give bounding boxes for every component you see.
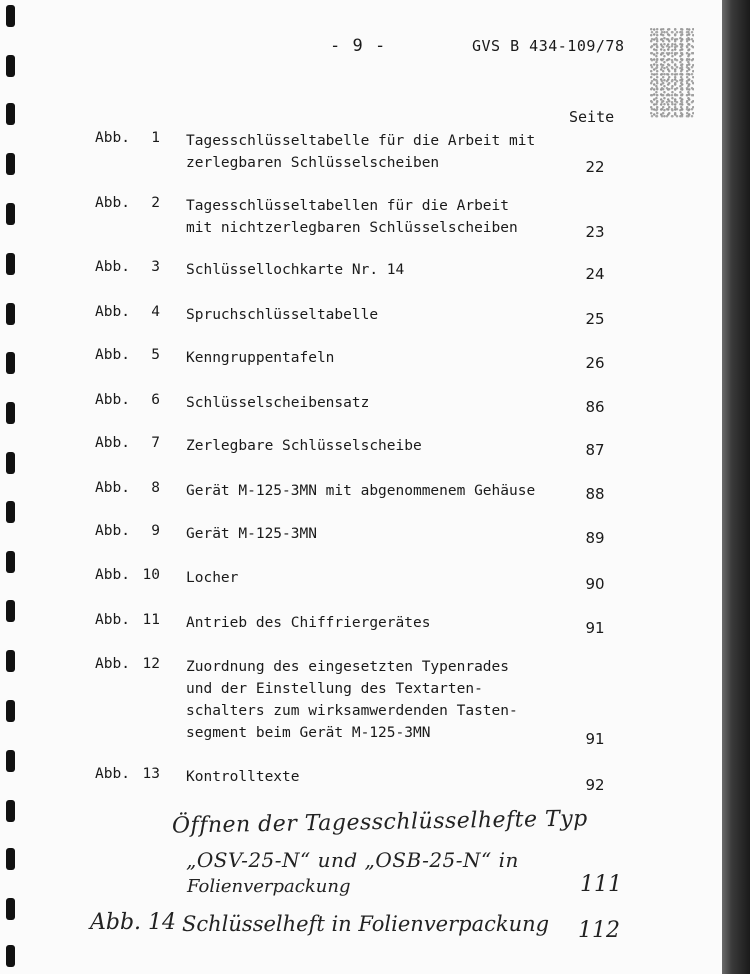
figure-title-line: Tagesschlüsseltabellen für die Arbeit bbox=[186, 198, 510, 214]
figure-title bbox=[186, 130, 566, 174]
handwritten-figure-label: Abb. 14 bbox=[90, 910, 177, 935]
figure-number: 7 bbox=[151, 435, 160, 451]
figure-number: 5 bbox=[151, 347, 160, 363]
document-reference: GVS B 434-109/78 bbox=[472, 37, 625, 55]
figure-number: 1 bbox=[151, 130, 160, 146]
figure-title-line: Zerlegbare Schlüsselscheibe bbox=[186, 438, 422, 454]
figure-page: 87 bbox=[585, 441, 605, 459]
binder-hole bbox=[6, 203, 15, 225]
figure-label: Abb. bbox=[95, 259, 130, 275]
figure-title bbox=[186, 347, 566, 369]
handwritten-page: 112 bbox=[578, 918, 620, 943]
figure-title-line: schalters zum wirksamwerdenden Tasten- bbox=[186, 703, 518, 719]
binder-hole bbox=[6, 352, 15, 374]
figure-title-line: Locher bbox=[186, 570, 239, 586]
binder-hole bbox=[6, 800, 15, 822]
figure-page: 92 bbox=[585, 776, 605, 794]
figure-title bbox=[186, 766, 566, 788]
figure-title-line: mit nichtzerlegbaren Schlüsselscheiben bbox=[186, 220, 518, 236]
figure-title-line: Zuordnung des eingesetzten Typenrades bbox=[186, 659, 510, 675]
binder-hole bbox=[6, 551, 15, 573]
binder-hole bbox=[6, 253, 15, 275]
figure-title bbox=[186, 612, 566, 634]
figure-label: Abb. bbox=[95, 567, 130, 583]
figure-number: 10 bbox=[142, 567, 160, 583]
figure-title-line: und der Einstellung des Textarten- bbox=[186, 681, 483, 697]
figure-page: 89 bbox=[585, 529, 605, 547]
figure-label: Abb. bbox=[95, 435, 130, 451]
binder-hole bbox=[6, 945, 15, 967]
figure-title-line: Antrieb des Chiffriergerätes bbox=[186, 615, 431, 631]
binder-hole bbox=[6, 452, 15, 474]
figure-title-line: Schlüsselscheibensatz bbox=[186, 395, 370, 411]
figure-label: Abb. bbox=[95, 656, 130, 672]
figure-title-line: Gerät M-125-3MN mit abgenommenem Gehäuse bbox=[186, 483, 536, 499]
figure-title-line: Gerät M-125-3MN bbox=[186, 526, 317, 542]
figure-title bbox=[186, 567, 566, 589]
figure-page: 22 bbox=[585, 158, 605, 176]
binder-hole bbox=[6, 402, 15, 424]
binder-hole bbox=[6, 700, 15, 722]
page-number: - 9 - bbox=[330, 36, 387, 56]
page-column-header: Seite bbox=[569, 108, 615, 126]
figure-title-line: Spruchschlüsseltabelle bbox=[186, 307, 379, 323]
figure-number: 8 bbox=[151, 480, 160, 496]
handwritten-title-line: Folienverpackung bbox=[187, 876, 351, 897]
figure-number: 13 bbox=[142, 766, 160, 782]
binder-hole bbox=[6, 750, 15, 772]
figure-title bbox=[186, 392, 566, 414]
scan-noise bbox=[650, 28, 694, 118]
figure-page: 91 bbox=[585, 730, 605, 748]
figure-title-line: zerlegbaren Schlüsselscheiben bbox=[186, 155, 440, 171]
figure-number: 9 bbox=[151, 523, 160, 539]
binder-hole bbox=[6, 103, 15, 125]
binder-hole bbox=[6, 898, 15, 920]
figure-label: Abb. bbox=[95, 392, 130, 408]
figure-title bbox=[186, 656, 566, 744]
figure-title bbox=[186, 523, 566, 545]
figure-title bbox=[186, 195, 566, 239]
figure-label: Abb. bbox=[95, 195, 130, 211]
figure-page: 90 bbox=[585, 575, 605, 593]
handwritten-title-line: „OSV-25-N“ und „OSB-25-N“ in bbox=[186, 848, 519, 872]
figure-title bbox=[186, 435, 566, 457]
figure-page: 86 bbox=[585, 398, 605, 416]
figure-number: 6 bbox=[151, 392, 160, 408]
binder-hole bbox=[6, 5, 15, 27]
figure-title-line: Kontrolltexte bbox=[186, 769, 300, 785]
figure-page: 23 bbox=[585, 223, 605, 241]
binder-hole bbox=[6, 650, 15, 672]
binder-hole bbox=[6, 303, 15, 325]
figure-title bbox=[186, 480, 566, 502]
figure-number: 12 bbox=[142, 656, 160, 672]
figure-page: 24 bbox=[585, 265, 605, 283]
figure-title bbox=[186, 304, 566, 326]
figure-label: Abb. bbox=[95, 304, 130, 320]
figure-label: Abb. bbox=[95, 347, 130, 363]
binder-hole bbox=[6, 153, 15, 175]
figure-number: 4 bbox=[151, 304, 160, 320]
figure-page: 91 bbox=[585, 619, 605, 637]
handwritten-figure-title: Schlüsselheft in Folienverpackung bbox=[182, 912, 550, 936]
figure-title-line: segment beim Gerät M-125-3MN bbox=[186, 725, 431, 741]
figure-title-line: Kenngruppentafeln bbox=[186, 350, 335, 366]
figure-number: 2 bbox=[151, 195, 160, 211]
figure-number: 3 bbox=[151, 259, 160, 275]
binder-hole bbox=[6, 848, 15, 870]
figure-title-line: Tagesschlüsseltabelle für die Arbeit mit bbox=[186, 133, 536, 149]
binder-hole bbox=[6, 55, 15, 77]
figure-title-line: Schlüssellochkarte Nr. 14 bbox=[186, 262, 405, 278]
figure-label: Abb. bbox=[95, 480, 130, 496]
figure-page: 26 bbox=[585, 354, 605, 372]
figure-label: Abb. bbox=[95, 130, 130, 146]
figure-page: 88 bbox=[585, 485, 605, 503]
figure-label: Abb. bbox=[95, 523, 130, 539]
figure-label: Abb. bbox=[95, 612, 130, 628]
figure-number: 11 bbox=[142, 612, 160, 628]
scan-edge bbox=[722, 0, 750, 974]
binder-hole bbox=[6, 600, 15, 622]
binder-hole bbox=[6, 501, 15, 523]
figure-page: 25 bbox=[585, 310, 605, 328]
figure-label: Abb. bbox=[95, 766, 130, 782]
handwritten-page: 111 bbox=[580, 872, 622, 897]
handwritten-title-line: Öffnen der Tagesschlüsselhefte Typ bbox=[171, 806, 588, 839]
figure-title bbox=[186, 259, 566, 281]
